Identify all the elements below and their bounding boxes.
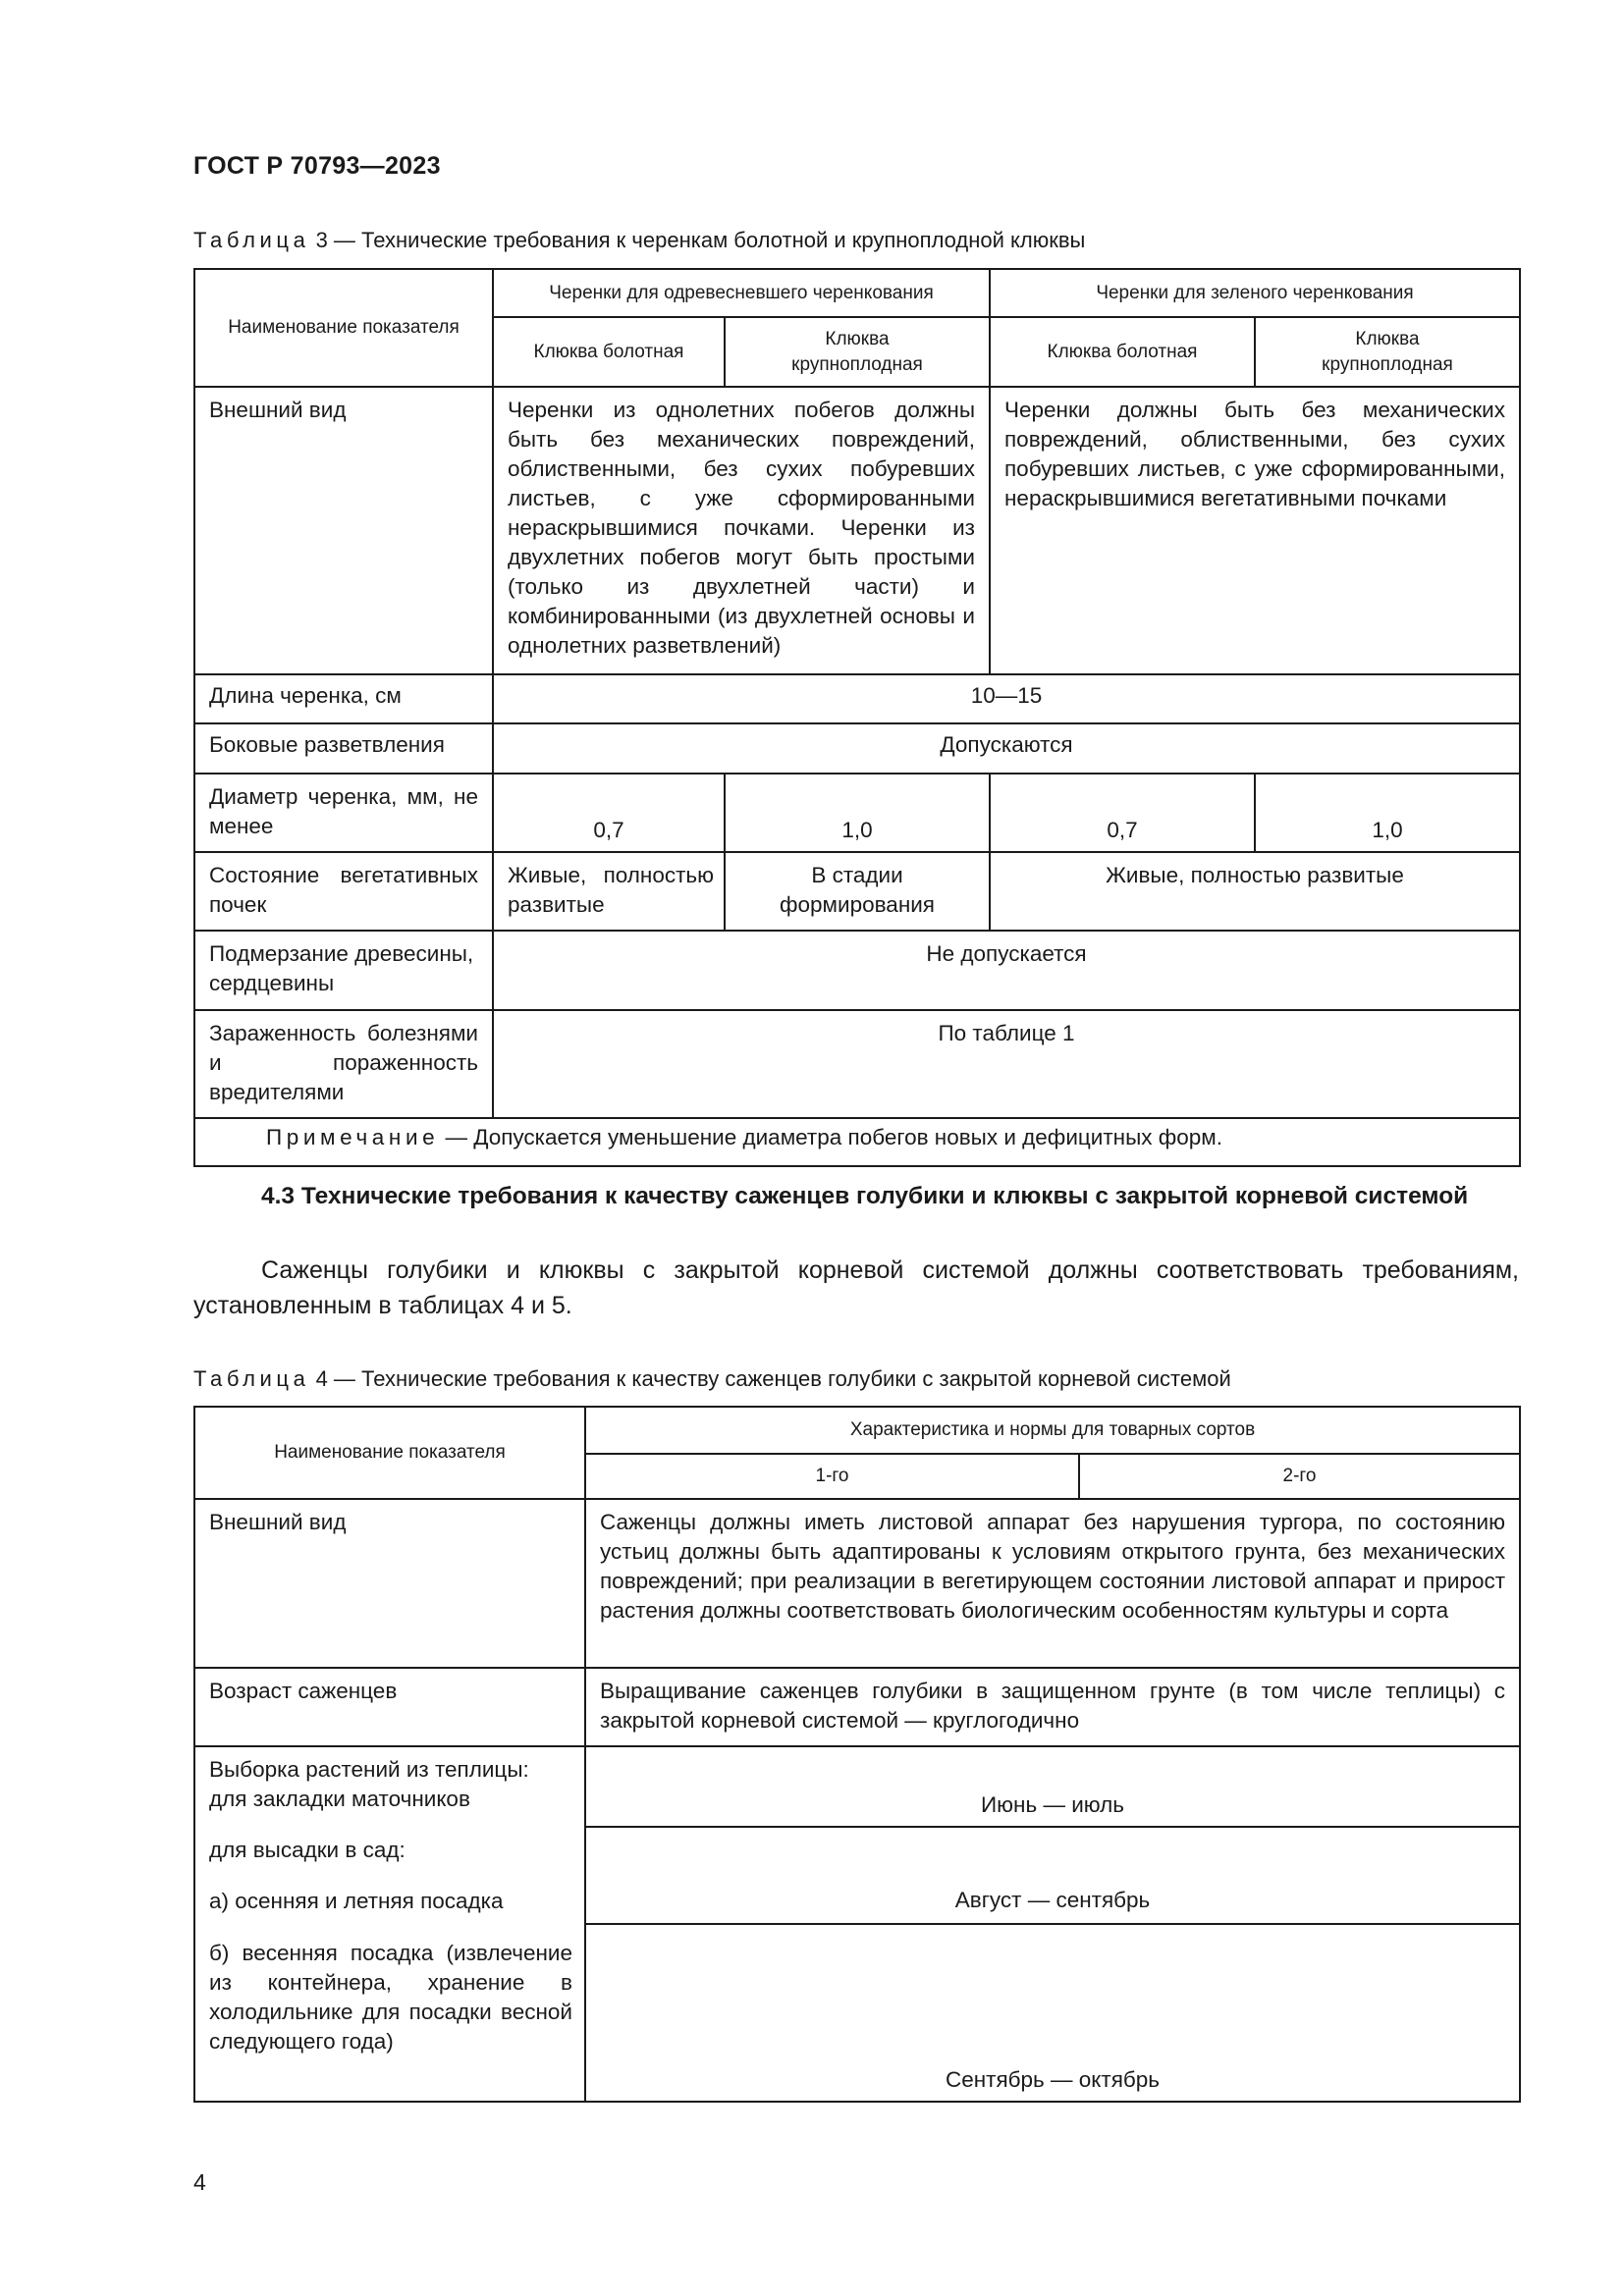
- table3-group-woody: Черенки для одревесневшего черенкования: [493, 269, 990, 317]
- table3-row-branches-label: Боковые разветвления: [194, 723, 493, 774]
- table3-row-buds-v1: Живые, полностью развитые: [493, 852, 725, 931]
- table3-row-freezing-value: Не допускается: [493, 931, 1520, 1010]
- table3-sub-2: Клюква крупноплодная: [725, 317, 990, 387]
- table4-col-name: Наименование показателя: [194, 1407, 585, 1499]
- table3-row-diameter-label: Диаметр черенка, мм, не менее: [194, 774, 493, 852]
- table3-row-freezing-label: Подмерзание древесины, сердцевины: [194, 931, 493, 1010]
- table3-row-diameter-v4: 1,0: [1255, 774, 1520, 852]
- table3-row-buds-v2: В стадии формирования: [725, 852, 990, 931]
- section-title: 4.3 Технические требования к качеству саженцев голубики и клюквы с закрытой корневой системой: [261, 1183, 1469, 1209]
- table3-note-word: Примечание: [266, 1125, 440, 1149]
- table3-caption-word: Таблица: [193, 228, 310, 252]
- table4-caption-text: 4 — Технические требования к качеству саженцев голубики с закрытой корневой системой: [309, 1366, 1231, 1391]
- table3-sub-3: Клюква болотная: [990, 317, 1255, 387]
- table4-row-age-label: Возраст саженцев: [194, 1668, 585, 1746]
- table3-row-appearance-woody: Черенки из однолетних побегов должны быть без механических повреждений, облиственными, без сухих побуревших листьев, с уже сформированными нераскрывшимися почками. Черенки из двухлетних побегов могут быть простыми (только из двухлетней части) и комбинированными (из двухлетней основы и однолетних разветвлений): [493, 387, 990, 674]
- table3: [193, 268, 1521, 1167]
- selection-spring-cell: [586, 1925, 1519, 2101]
- table3-caption-text: 3 — Технические требования к черенкам болотной и крупноплодной клюквы: [309, 228, 1086, 252]
- table4-grade-2: 2-го: [1079, 1454, 1520, 1499]
- table4-caption: [193, 1366, 1231, 1392]
- table4-caption-word: Таблица: [193, 1366, 310, 1391]
- selection-autumn-cell: [586, 1828, 1519, 1925]
- selection-spring-label: б) весенняя посадка (извлечение из контейнера, хранение в холодильнике для посадки весной следующего года): [209, 1941, 572, 2054]
- table3-note: [194, 1118, 1520, 1166]
- table3-row-disease-label: Зараженность болезнями и пораженность вредителями: [194, 1010, 493, 1118]
- selection-autumn-value: Август — сентябрь: [954, 1888, 1151, 1912]
- table3-row-buds-label: Состояние вегетативных почек: [194, 852, 493, 931]
- table3-sub-4: Клюква крупноплодная: [1255, 317, 1520, 387]
- section-paragraph: Саженцы голубики и клюквы с закрытой корневой системой должны соответствовать требованиям, установленным в таблицах 4 и 5.: [193, 1256, 1519, 1319]
- table4: [193, 1406, 1521, 2103]
- selection-mother-value: Июнь — июль: [981, 1792, 1124, 1817]
- table4-row-appearance-value: Саженцы должны иметь листовой аппарат без нарушения тургора, по состоянию устьиц должны быть адаптированы к условиям открытого грунта, без механических повреждений; при реализации в вегетирующем состоянии листовой аппарат и прирост растения должны соответствовать биологическим особенностям культуры и сорта: [585, 1499, 1520, 1668]
- table3-row-length-value: 10—15: [493, 674, 1520, 723]
- table3-row-buds-v3: Живые, полностью развитые: [990, 852, 1520, 931]
- table4-group: Характеристика и нормы для товарных сортов: [585, 1407, 1520, 1454]
- selection-garden-label: для высадки в сад:: [209, 1838, 406, 1862]
- page-number: 4: [193, 2169, 206, 2195]
- table4-row-appearance-label: Внешний вид: [194, 1499, 585, 1668]
- table3-row-diameter-v2: 1,0: [725, 774, 990, 852]
- table3-row-disease-value: По таблице 1: [493, 1010, 1520, 1118]
- table3-row-diameter-v1: 0,7: [493, 774, 725, 852]
- table4-row-age-value: Выращивание саженцев голубики в защищенном грунте (в том числе теплицы) с закрытой корневой системой — круглогодично: [585, 1668, 1520, 1746]
- table4-grade-1: 1-го: [585, 1454, 1079, 1499]
- table3-group-green: Черенки для зеленого черенкования: [990, 269, 1520, 317]
- table3-row-appearance-label: Внешний вид: [194, 387, 493, 674]
- table3-row-diameter-v3: 0,7: [990, 774, 1255, 852]
- table3-note-text: — Допускается уменьшение диаметра побегов новых и дефицитных форм.: [439, 1125, 1223, 1149]
- table3-row-branches-value: Допускаются: [493, 723, 1520, 774]
- table3-caption: [193, 228, 1085, 253]
- table3-row-length-label: Длина черенка, см: [194, 674, 493, 723]
- table3-sub-1: Клюква болотная: [493, 317, 725, 387]
- table4-row-selection-values: [585, 1746, 1520, 2102]
- document-id: ГОСТ Р 70793—2023: [193, 152, 441, 180]
- selection-autumn-label: а) осенняя и летняя посадка: [209, 1889, 504, 1913]
- selection-main-label: Выборка растений из теплицы:: [209, 1757, 529, 1782]
- selection-spring-value: Сентябрь — октябрь: [945, 2067, 1161, 2092]
- selection-mother-label: для закладки маточников: [209, 1787, 470, 1811]
- table4-row-selection-labels: [194, 1746, 585, 2102]
- table3-row-appearance-green: Черенки должны быть без механических повреждений, облиственными, без сухих побуревших листьев, с уже сформированными, нераскрывшимися вегетативными почками: [990, 387, 1520, 674]
- table3-col-name: Наименование показателя: [194, 269, 493, 387]
- selection-mother-cell: [586, 1747, 1519, 1828]
